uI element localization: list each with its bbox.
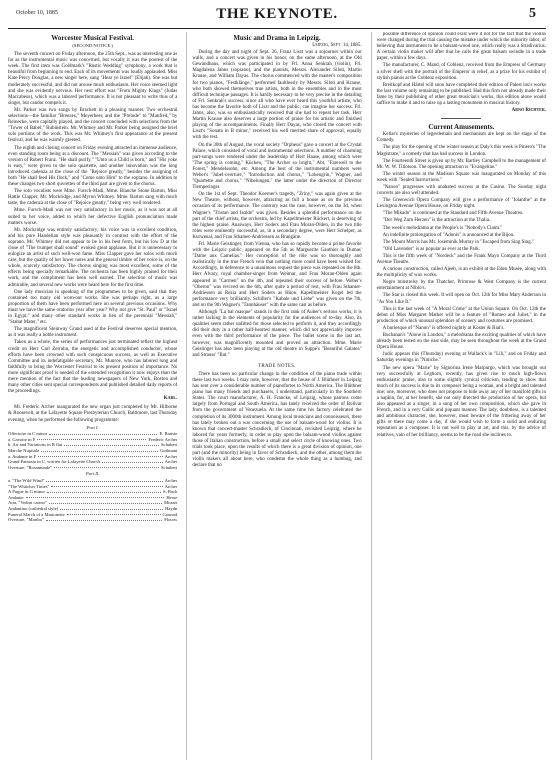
programme-item-title: A Fugue in G minor (8, 489, 46, 495)
paragraph: "Nanon" progresses with unabated success at the Casino. The Sunday night concerts are also well attended. (376, 184, 546, 197)
leader-dots (60, 506, 163, 510)
paragraph: On the 30th of August, the vocal society "Orpheus" gave a concert at the Crystal Palace, which consisted of vocal and instrumental selections. A number of charming part-songs were rendered under the leadership of Herr Haase, among which were "The spring is coming," Kücken, "The Archer so bright," Abt, "Farewell to the Forest," Mendelssohn, etc. Among the best of the instrumental numbers were Weber's "Jubel-overture," "Introduction and chorus," "Lohengrin," Wagner, and "Quartette and chorus," "Nibelungen," the latter under the direction of Director Tiemperinger. (192, 142, 362, 191)
programme-item-composer: S. Bach (163, 489, 178, 495)
paragraph: Frl. Marie Geistinger, from Vienna, who has so rapidly become a prime favorite with the Leipzic public, appeared on the 5th as Marguerite Gauthier in Dumas' "Dame aux Camelias." Her conception of the rôle was so thoroughly and realistically in the true French vein that nothing more could have been wished for. Accordingly, in deference to a unanimous request the piece was repeated on the 8th. Herr Alvary, royal chamber-singer from Weimar, and Frau Moran-Olden again appeared in "Carmen" on the 4th, and repeated their success of before. Weber's "Oberon" was revived on the 6th, after quite a period of rest, with Frau Sthamer-Andriessen as Rezia and Herr Soders as Hüon. Kapellmeister Kogel led the performance very brilliantly. Schiller's "Kabale und Liebe" was given on the 7th, and on the 9th Wagner's "Tannhäuser" with the same cast as before. (192, 242, 362, 308)
programme-item-composer: Flotow (164, 517, 178, 523)
masthead-rule (8, 28, 546, 29)
article-signature: Karl. (163, 396, 178, 402)
paragraph: Mme. Fursch-Madi was not very satisfactory in her music, as it was not at all suited to her voice, added to which her defective English pronunciation made matters worse. (8, 208, 178, 226)
organ-paragraph: Mr. Frederic Archer inaugurated the new organ just completed by Mr. Hilborne & Roosevelt, at the Lafayette Square Presbyterian Church, Baltimore, last Thursday evening, when he performed the following programme: (8, 405, 178, 423)
programme-item-composer: Archer (164, 453, 178, 459)
programme-item-title: Andante (8, 494, 24, 500)
programme-item-composer: Schubert (160, 464, 178, 470)
leader-dots (51, 484, 162, 488)
programme-item-title: Grand Fantasia in C, written for Lafayette Church (8, 459, 100, 465)
paragraph: Breitkopf and Härtel will soon have completed their edition of Palest inu's works the last volume only remaining to be published. Had this firm not already made their fame by their publishing of other great musician's works, this edition alone would suffice to make it and to raise up a lasting monument in musical history. (376, 82, 546, 107)
programme-item-title: Offertoire in C minor (8, 431, 48, 437)
programme-item-title: b. Air and Variations in B flat (8, 442, 63, 448)
column-2 (186, 32, 361, 760)
article-body-worcester (8, 52, 177, 395)
article-signature-richter: Arno Richter. (511, 108, 546, 114)
paragraph: "Old Lavender" is as popular as ever at the Park. (382, 246, 481, 252)
leader-dots (47, 489, 161, 493)
leader-dots (67, 512, 161, 516)
masthead (8, 6, 546, 24)
leader-dots (46, 517, 163, 521)
programme-item-composer: E. Batiste (159, 431, 178, 437)
paragraph: Buchanan's "Alone in London," a melodrama the exciting qualities of which have already been tested on the east side, may be seen throughout the week at the Grand Opera House. (376, 333, 546, 351)
paragraph: During the day and night of Sept. 26, Franz Liszt was a sojourner within our walls, and a concert was given in his honor, on the same afternoon, at the Old Gewandhaus, which was participated in by Frl. Anna Senkrah (violin), Frl. Magdalena Jahns (soprano), and the pianists, Messrs. Alexander Siloti, Martin Krause, and William Dayas. The chorus commenced with the master's composition for two pianos, "Festklänge," performed faultlessly by Messrs. Siloti and Krause, who both showed themselves true artists, both in the ensembles and in the most difficult technique passages. It is hardly necessary to be very precise in the detailing of Frl. Senkrah's success, since all who have ever heard this youthful artiste, who has become the favorite both of Liszt and the public, can imagine her success. Frl. Jahns, also, was so enthusiastically received that she had to repeat her task. Herr Martin Krause also deserves a large portion of praise for his artistic and finished playing of the accompaniments. Finally Herr Dayas, who closed the concert with Liszt's "Sonata in B minor," received his well merited share of approval, equally with the rest. (192, 50, 362, 141)
amusements-body (377, 132, 546, 438)
programme-part-1 (8, 431, 177, 470)
leader-dots (102, 459, 163, 463)
paragraph: On the 1st of Sept. Theodor Koerner's tragedy, "Zriny," was again given at the New Theatre, without, however, attracting as full a house as on the previous occasion of its performance. The contrary was the case, however, on the 3d, when Wagner's "Tristan and Isolde" was given. Besides a splendid performance on the part of the chief artists, the orchestra, led by Kapellmeister Rückert, is deserving of the highest praise. Anaiways, Herr Soders and Frau Moran-Olden, in the two title rôles were eminently successful, as, in a secondary degree, were Herr Schelper, as Kurwenal, and Frau Sthamer-Andriessen as Brangäne. (192, 192, 362, 240)
paragraph: The Star is closed this week. It will open on Oct. 12th for Miss Mary Anderson in "As You Like It." (376, 293, 546, 305)
newspaper-title: THE KEYNOTE. (216, 6, 338, 22)
article-subtitle: (SECOND NOTICE.) (72, 43, 113, 48)
programme-item-title: Funeral March of a Marionette (8, 511, 65, 517)
leader-dots (41, 448, 158, 452)
programme-item-composer: Hesse (166, 494, 178, 500)
paragraph: The manufacturer, C. Mand, of Coblenz, received from the Empress of Germany a silver shell with the portrait of the Emperor in relief, as a prize for his exhibit of stylish pianos at the Coblenz exposition. (376, 63, 546, 81)
programme-item-composer: Schubert (160, 442, 178, 448)
programme-item-title: a. "The Wild Wind" (8, 477, 45, 483)
paragraph: A curious construction, called Ajeeb, is an exhibit at the Eden Musée, along with the multiplicity of wax works. (376, 267, 546, 279)
programme-item-title: Aria, "Vedrai carino" (8, 500, 47, 506)
programme-item-title: Overture, "Rosamunde" (8, 464, 53, 470)
organ-programme (8, 425, 177, 523)
paragraph: An indefinite prolongation of "Adonis" is announced at the Bijou. (382, 232, 515, 238)
paragraph: The solo vocalists were Mme. Fursch-Madi, Mme. Blanche Stone Barton, Miss Hattie Clapper, Mr. Mockridge, and Myron Whitney. Mme. Barton sang with much taste, the cadenza at the close of "Rejoice greatly," being very well rendered. (8, 189, 178, 207)
programme-item-composer: Guilmant (159, 448, 178, 453)
article-title-amusements: Current Amusements. (428, 123, 495, 132)
programme-item-title: Overture, "Martha" (8, 517, 44, 523)
programme-part-2-label: Part II. (85, 471, 100, 477)
paragraph: The play for the opening of the winter season at Daly's this week is Pinero's "The Magistrate," a comedy that has had success in London. (376, 145, 546, 157)
paragraph: The new opera "Marie" by Signorina Irene Marpurgo, which was brought out very successfully at Leghorn, recently, has given rise to much high-flown enthusiastic praise, also to some slightly cynical criticism, tending to show that much of its success is due to its composer being a woman, and a bright and talented one; one, moreover, who does not propose to hide away any of her manifold gifts in a napkin, for, at her benefit, she not only directed the production of her opera, but also appeared as a singer, in a song of her own composition, which she gave in French, and in a very Gallic and piquant manner. The lady, doubtless, is a talented and ambitious character, she, however, must beware of the frittering away of her gifts or there may come a day, if she would wish to form a solid and enduring reputation as a composer. It is not well to play at art, and this, by the advice of relatives, vain of her brilliancy, seems to be the road she inclines to. (376, 365, 546, 438)
programme-item-composer: Archer (164, 483, 178, 489)
paragraph: Negro minstrelsy by the Thatcher, Primrose & West Company is the current entertainment at Niblo's. (376, 280, 546, 292)
column-3 (371, 32, 546, 760)
paragraph: This is the fifth week of "Nordeck" and the Frank Mayo Company at the Third Avenue Theatre. (376, 253, 546, 265)
paragraph: Kellar's mysteries of legerdemain and mechanism are kept on the stage of the Comedy. (376, 132, 546, 144)
paragraph: The Greenwich Opera Company will give a performance of "Iolanthe" at the Lexington Avenue Opera House, on Friday night. (376, 198, 546, 210)
trade-notes-heading: TRADE NOTES. (258, 363, 296, 369)
programme-item-composer: Mozart (164, 500, 178, 506)
programme-part-1-label: Part I. (86, 424, 99, 430)
article-title-worcester: Worcester Musical Festival. (51, 34, 135, 42)
paragraph: The magnificent Steinway Grand used at the Festival deserves special mention, as it was really a noble instrument. (8, 327, 178, 339)
article-body-leipzig (192, 50, 361, 359)
paragraph: possible difference of opinion could exist were it not for the fact that the violins were changed during the trial causing the mistake under which the minority labor, of believing that instrument to be a balsam-wood one, which really was a Stradivarius. A certain violin maker will after that be calls the great balsam swindle in a trade paper, within a few days. (376, 32, 546, 62)
paragraph: There has been no particular change in the condition of the piano trade within these last two weeks. I may note, however, that the house of J. Blüthner in Leipzig has sent over a considerable number of pianofortes to North America. The Blüthner piano has many friends and purchasers, I understand, particularly in the Southern States. The court manufacturer, A. H. Francke, of Leipzig, whose patrons come largely from Portugal and South America, has lately received the order of Bolivar from the government of Venezuela. At the same time his factory celebrated the completion of its 3000th instrument. Among local musicians and connoisseurs, there has lately broken out a war concerning the use of balsam-wood for violins. It is known that concert-master Schradieck, of Cincinnati, revisited Leipzig, where he labored for years formerly, in order to play upon the balsam-wood violins against those of Italian construction, before a small and select circle of knowing ones. Two trials took place, upon the results of which there is a great division of opinion, one part (and the minority) being in favor of Schradieck, and the other, among them the violin makers all about here, who condemn the whole thing as a humbug, and declare that no (192, 371, 362, 469)
paragraph: One lady musician in speaking of the programmes to be given, said that they contained too many old worn-out works. She was perhaps right, as a large proportion of them have been performed here on several previous occasions. Why must we have the same oratorios year after year? Why not give "St. Paul" or "Israel in Egypt," and many other standard works in lieu of the perennial "Messiah," "Stabat Mater," etc. (8, 289, 178, 326)
paragraph: Mr. Parker was two songs by Brackett in a pleasing manner. Two orchestral selections—the familiar "Breezes," Meyerbeer, and the "Prelude" to "Manfred," by Reinecke, were capitally played, and the concert concluded with selections from the "Tower of Babel," Rubinstein. Mr. Whitney and Mr. Parker being assigned the brief solo portions of the work. This was Mr. Whitney's first appearance at the present festival, and he was warmly greeted. (8, 107, 178, 144)
paragraph: "Der Weg Zum Herzen" is the attraction at the Thalia. (382, 218, 491, 224)
article-dateline: Leipzig, Sept. 14, 1885. (312, 43, 362, 48)
paragraph: Judic appears this (Thursday) evening at Wallack's in "Lili," and on Friday and Saturday evenings in "Niniche." (376, 352, 546, 364)
column-1 (8, 32, 177, 760)
programme-item (8, 465, 177, 471)
leader-dots (37, 437, 146, 441)
programme-item-title: "The Whitcher Times" (8, 483, 50, 489)
programme-part-2 (8, 478, 177, 523)
article-title-leipzig: Music and Drama in Leipzig. (233, 34, 321, 42)
paragraph: The Fourteenth Street is given up by Mr. Bartley Campbell to the management of Mr. W. W. Tillotson. The opening attraction is "Evangeline." (376, 158, 546, 170)
programme-item-title: a. Gavotte in F (8, 436, 36, 442)
trade-notes-body (192, 372, 361, 470)
paragraph: Mr. Mockridge was entirely satisfactory; his voice was in excellent condition, and his pure Handelian style was pleasantly in contrast with the effort of the soprano. Mr. Whitney did not appear to be in his best form, but his low D at the close of "The trumpet shall sound" evoked great applause. But it is unnecessary to eulogize an artist of such well-won fame. Miss Clapper gave her solos with much care, but the quality of her lower notes and the general timbre of her voice is, on the whole, scarcely satisfactory. The chorus singing was most excellent, some of the effects being specially remarkable. The orchestra has been highly praised for their work, and the compliment has been well earned. The selection of music was admirable, and several new works were heard here for the first time. (8, 227, 178, 288)
paragraph: A burlesque of "Nanon" is offered nightly at Koster & Bial's. (382, 325, 505, 331)
leader-dots (26, 495, 165, 499)
leader-dots (38, 454, 162, 458)
paragraph: Although "La bal masque" stands in the first rank of Auber's serious works, it is rather lacking in the elements of popularity for the audiences of to-day. Also, its qualities seem rather unfitted for those selected to perform it, and they accordingly did their duty in a rather half-hearted manner, which did not appreciably improve even with the third performance of the piece. The ballet scene in the last act, however, was magnificently mounted and proved an attraction. Mme. Marie Geistinger has also been playing at the old theatre in Suppé's "Beautiful Galatea" and Strauss' "Bat." (192, 310, 362, 358)
programme-item-title: a. Andante in F (8, 453, 37, 459)
programme-item-composer: Frederic Archer (148, 436, 178, 442)
leader-dots (49, 500, 162, 504)
programme-item-composer: Archer (164, 477, 178, 483)
paragraph: The Mount Morris has Mr. Joseminik Murray in "Escaped from Sing Sing." (382, 239, 535, 245)
programme-item-title: Andantino (cathedral style) (8, 505, 59, 511)
leader-dots (64, 442, 159, 446)
programme-item-composer: Archer (164, 459, 178, 465)
paragraph: The eighth and closing concert on Friday evening attracted an immense audience, even standing room being at a discount. The "Messiah" was given according to the version of Robert Franz. "He shall purify," "Unto us a Child is born," and "His yoke is easy," were given to the solo quartette, and another innovation was the long introduced cadenza at the close of the "Rejoice greatly," besides the assigning of both "He shall feed His flock," and "Come unto Him" to the soprano. In addition to these changes two short quvrettes of the third part are given to the chorus. (8, 145, 178, 188)
programme-item-composer: Gounod (162, 511, 178, 517)
columns (8, 32, 546, 760)
paragraph: The seventh concert on Friday afternoon, the 25th Sept., was as interesting one as far as the instrumental music was concerned, but vocally it was the poorest of the week. The first item was Goldmark's "Rustic Wedding" symphony, a work that is beautiful from beginning to end. Each of its movements was loudly applauded. Miss Kate Percy Douglas, a new singer here, sang "Hear ye Israel" (Elijah). She was but moderately successful, and did not arouse much enthusiasm. Her voice seemed light and she was evidently nervous. Her next effort was "From Mighty Kings" (Judas Maccabeus), which was a labored performance. It is not pleasant to write thus of a singer, but candor compels it. (8, 52, 178, 106)
programme-item (8, 517, 177, 523)
page-number: 5 (529, 6, 536, 21)
programme-item-title: Marche Nuptiale (8, 448, 39, 453)
programme-item-composer: Haydn (165, 505, 178, 511)
paragraph: The winter season at the Madison Square was inaugurated on Monday of this week with "Sealed Instructions." (376, 171, 546, 183)
paragraph: "The Mikado" is continued at the Standard and Fifth Avenue Theatres. (382, 211, 524, 217)
paragraph: The week's melodrama at the People's is "Nobody's Claim." (382, 225, 503, 231)
section-divider (441, 118, 481, 119)
paragraph: Taken as a whole, the series of performances just terminated reflect the highest credit on Herr Carl Zerrahn, the energetic and accomplished conductor, whose efforts have been crowned with such conspicuous success, as well as Executive Committee and its indefatigable secretary, Mr. Munroe, who has labored long and faithfully to bring the Worcester Festival to its present position of importance. No more significant proof is needed of the extended recognition it now enjoys than the mere mention of the fact that the leading newspapers of New York, Boston and many other cities sent special correspondents and published detailed daily reports of the proceedings. (8, 340, 178, 395)
paragraph: This is the last week of "A Moral Crime" at the Union Square. On Oct. 12th the debut of Miss Margaret Mather will be a feature of "Romeo and Juliet," in the production of which unusual splendors of scenery and costumes are promised. (376, 306, 546, 324)
article-body-continued (377, 32, 546, 107)
leader-dots (46, 478, 162, 482)
leader-dots (49, 431, 157, 435)
leader-dots (54, 465, 159, 469)
issue-date: October 10, 1885 (16, 10, 58, 16)
